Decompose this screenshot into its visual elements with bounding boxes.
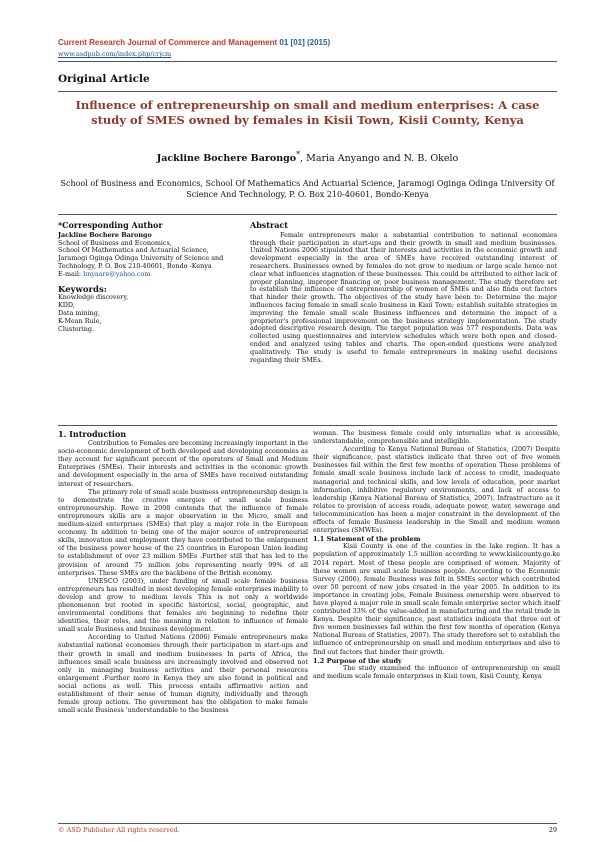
co-authors: , Maria Anyango and N. B. Okelo bbox=[300, 153, 459, 165]
keyword-item: Knowledge discovery, bbox=[58, 293, 129, 302]
subsection-heading-purpose: 1.2 Purpose of the study bbox=[313, 656, 402, 665]
keyword-item: K-Mean Rule, bbox=[58, 316, 102, 325]
footer-divider bbox=[58, 823, 557, 824]
subsection-heading-problem: 1.1 Statement of the problem bbox=[313, 535, 421, 544]
abstract-heading: Abstract bbox=[250, 220, 288, 230]
paper-title: Influence of entrepreneurship on small and medium enterprises: A case study of SMES owned by females in Kisii Town, Kisii County, Kenya bbox=[75, 98, 540, 127]
journal-name bbox=[58, 38, 330, 47]
abstract-text: Female entrepreneurs make a substantial contribution to national economies through their participation in start-ups and their growth in small and medium businesses. United Nations 2006 stipulated that their interests and activities in the economic growth and development especially in the area of SMEs have received outstanding interest of researchers. Businesses owned by females do not grow to medium or large scale hence not clear what influences stagnation of these businesses. This could be attributed to either lack of proper planning, improper financing or, poor business management. The study therefore set to establish the influence of entrepreneurship of women of SMEs and also finds out factors that hinder their growth. The objectives of the study have been to: Determine the major influences facing female in small scale business in Kisii Town; establish suitable strategies in improving the female small scale Business influences and determine the impact of a proprietor's professional improvement on the business strategy implementation. The study adopted descriptive research design. The target population was 577 respondents. Data was collected using questionnaires and interview schedules which were both open and closed-ended and analyzed using tables and charts. The open-ended questions were analyzed qualitatively. The study is useful to female entrepreneurs in making useful decisions regarding their SMEs. bbox=[250, 230, 557, 364]
corresponding-name: Jackline Bochere Barongo bbox=[58, 230, 152, 239]
body-paragraph: UNESCO (2003), under funding of small scale female business entrepreneurs has resulted in most developing female enterprises inability to develop and grow to medium levels This is not only a worldwide phenomenon but rooted in specific historical, social, geographic, and environmental conditions that females are beginning to redefine their identities, their roles, and the meaning in relation to influence of female small scale Business and business development. bbox=[58, 577, 308, 634]
keyword-item: KDD, bbox=[58, 301, 75, 310]
corresponding-line: Technology, P. O. Box 210-40601, Bondo -Kenya bbox=[58, 261, 212, 270]
divider bbox=[58, 61, 557, 62]
journal-url-link[interactable]: www.asdpub.com/index.php/crjcm bbox=[58, 50, 172, 58]
body-paragraph: The primary role of small scale business entrepreneurship design is to demonstrate the creative energies of small scale business entrepreneurship. Rowe in 2008 contends that the influence of female entrepreneurs skills are a major observation in the Micro, small and medium-sized enterprises (SMEs) that play a major role in the European economy. In addition to being one of the major source of entrepreneurial skills, innovation and employment they have contributed to the enlargement of the business power house of the 25 countries in European Union leading to establishment of over 23 million SMEs .Further still that has led to the provision of around 75 million jobs representing nearly 99% of all enterprises. These SMEs are the backbone of the British economy. bbox=[58, 488, 308, 577]
corresponding-line: Jaramogi Oginga Odinga University of Science and bbox=[58, 254, 224, 263]
body-paragraph: Contribution to Females are becoming increasingly important in the socio-economic development of both developed and developing economies as they account for significant percent of the operators of Small and Medium Enterprises (SMEs). Their interests and activities in the economic growth and development especially in the area of SMEs have received outstanding interest of researchers. bbox=[58, 440, 308, 488]
keyword-item: Clustering. bbox=[58, 324, 95, 333]
abstract-block bbox=[250, 222, 557, 364]
footer-copyright: © ASD Publisher All rights reserved. bbox=[58, 826, 180, 834]
corresponding-line: School Of Mathematics and Actuarial Science, bbox=[58, 246, 209, 255]
body-column-right bbox=[313, 430, 560, 681]
body-paragraph: The study examined the influence of entrepreneurship on small and medium scale female enterprises in Kisii town, Kisii County, Kenya bbox=[313, 664, 560, 680]
email-row bbox=[58, 271, 243, 279]
divider bbox=[58, 425, 557, 426]
affiliation: School of Business and Economics, School Of Mathematics And Actuarial Science, Jaramogi Oginga Odinga University Of Science And Technology, P. O. Box 210-40601, Bondo-Kenya bbox=[60, 179, 555, 199]
email-link[interactable]: bnyaare@yahoo.com bbox=[83, 269, 151, 278]
corresponding-mark: * bbox=[296, 150, 301, 159]
email-label: E-mail: bbox=[58, 269, 82, 278]
divider bbox=[58, 91, 557, 92]
keywords-heading: Keywords: bbox=[58, 284, 107, 295]
sidebar-info bbox=[58, 222, 243, 333]
main-author: Jackline Bochere Barongo bbox=[156, 153, 297, 165]
author-line bbox=[58, 150, 557, 164]
body-paragraph: According to Kenya National Bureau of Statistics, (2007) Despite their significance, past statistics indicate that three out of five women businesses fail within the first few months of operation These problems of female small scale business include lack of access to credit, inadequate managerial and technical skills, and low levels of education, poor market information, inhibitive regulatory environments, and lack of access to leadership (Kenya National Bureau of Statistics, 2007). Infrastructure as it relates to provision of access roads, adequate power, water, sewerage and telecommunication has been a major constraint in the development of the effects of female Business leadership in the Small and medium women enterprises (SMWEs). bbox=[313, 446, 560, 535]
body-paragraph: Kisii County is one of the counties in the lake region. It has a population of approximately 1.5 million according to www.kisiicounty.go.ke 2014 report. Most of these people are comprised of women. Majority of these women are small scale business people. According to the Economic Survey (2006), female Business was felt in SMEs sector which contributed over 50 percent of new jobs created in the year 2005. In addition to its importance in creating jobs, Female Business ownership were observed to have played a major role in small scale female enterprise sector which itself contributed 33% of the value-added in manufacturing and the retail trade in Kenya. Despite their significance, past statistics indicate that three out of five women businesses fail within the first few months of operation (Kenya National Bureau of Statistics, 2007). The study therefore set to establish the influence of entrepreneurship on small and medium enterprises and also to find out factors that hinder their growth. bbox=[313, 543, 560, 656]
body-paragraph: According to United Nations (2006) Female entrepreneurs make substantial national economies through their participation in start-ups and their growth in small and medium businesses In parts of Africa, the influences small scale business are increasingly involved and observed not only in managing business activities and their personal resources enlargement .Further more in Kenya they are also found in political and social actions as well. This process entails affirmative action and establishment of their sense of human dignity, individually and through female group actions. The government has the obligation to make female small scale Business 'understandable to the business bbox=[58, 634, 308, 715]
corresponding-heading: *Corresponding Author bbox=[58, 220, 163, 230]
keyword-item: Data mining, bbox=[58, 308, 100, 317]
body-paragraph: woman. The business female could only internalize what is accessible, understandable, comprehensible and intelligible. bbox=[313, 430, 560, 446]
body-column-left bbox=[58, 430, 308, 715]
journal-title: Current Research Journal of Commerce and Management bbox=[58, 38, 278, 47]
corresponding-line: School of Business and Economics, bbox=[58, 238, 172, 247]
page-number: 29 bbox=[548, 826, 557, 834]
journal-volume: 01 [01] (2015) bbox=[279, 38, 331, 47]
section-heading-introduction: 1. Introduction bbox=[58, 429, 127, 439]
divider bbox=[58, 214, 557, 215]
article-type: Original Article bbox=[58, 73, 150, 85]
